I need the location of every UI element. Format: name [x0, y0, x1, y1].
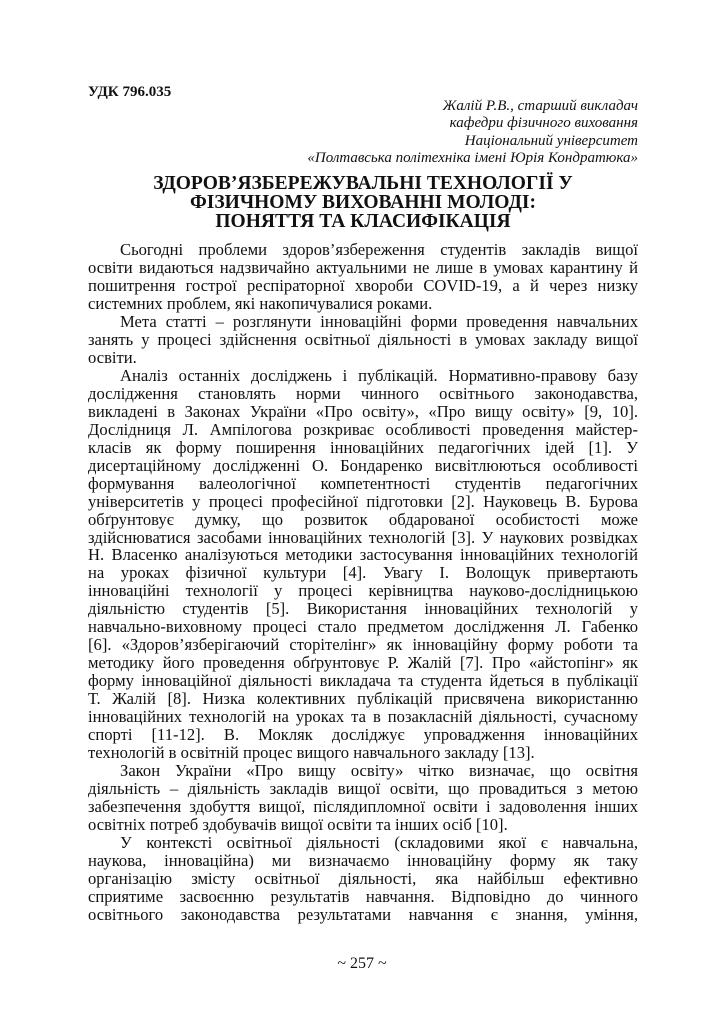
text-line: навчально-виховному процесі стало предметом дослідження Л. Габенко: [88, 617, 638, 637]
text-line: наукова, інноваційна) ми визначаємо інноваційну форму як таку: [88, 850, 638, 870]
text-line: сприятиме засвоєнню результатів навчання. Відповідно до чинного: [88, 886, 638, 906]
text-line: Сьогодні проблеми здоров’язбереження студентів закладів вищої: [120, 240, 638, 259]
text-line: [6]. «Здоров’язберігаючий сторітелінг» як інноваційну форму роботи та: [88, 635, 638, 655]
text-line: освітнього законодавства результатами навчання є знання, уміння,: [88, 904, 638, 924]
text-line: освіти видаються надзвичайно актуальними не лише в умовах карантину й: [88, 257, 638, 277]
paragraph: [88, 367, 638, 762]
text-line: Дослідниця Л. Ампілогова розкриває особливості проведення майстер-: [88, 419, 638, 439]
text-line: діяльність – діяльність закладів вищої освіти, що провадиться з метою: [88, 779, 638, 799]
text-line: Закон України «Про вищу освіту» чітко визначає, що освітня: [120, 761, 638, 781]
author-line: кафедри фізичного виховання: [449, 115, 638, 132]
text-line: забезпечення здобуття вищої, післядипломної освіти і задоволення інших: [88, 797, 638, 817]
text-line: занять у процесі здійснення освітньої діяльності в умовах закладу вищої: [88, 329, 638, 349]
text-line: дисертаційному дослідженні О. Бондаренко висвітлюються особливості: [88, 455, 638, 475]
text-line: системних проблем, які накопичувалися роками.: [88, 293, 433, 313]
author-line: «Полтавська політехніка імені Юрія Кондратюка»: [307, 149, 638, 166]
text-line: форму інноваційної діяльності викладача та студента йдеться в публікації: [88, 671, 638, 691]
text-line: Аналіз останніх досліджень і публікацій. Нормативно-правову базу: [120, 365, 638, 385]
text-line: на уроках фізичної культури [4]. Увагу І. Волощук привертають: [88, 563, 638, 583]
title-line: ПОНЯТТЯ ТА КЛАСИФІКАЦІЯ: [215, 211, 511, 232]
text-line: дослідження становлять норми чинного освітнього законодавства,: [88, 383, 638, 403]
paragraph: [88, 834, 638, 924]
text-line: класів як форму поширення інноваційних педагогічних ідей [1]. У: [88, 437, 638, 457]
article-body: [88, 241, 638, 924]
author-block: [307, 98, 638, 167]
text-line: Н. Власенко аналізуються методики застосування інноваційних технологій: [88, 545, 638, 565]
author-line: Жалій Р.В., старший викладач: [442, 98, 638, 114]
paragraph: [88, 241, 638, 313]
text-line: Мета статті – розглянути інноваційні форми проведення навчальних: [120, 311, 638, 331]
text-line: здійснюватися засобами інноваційних технологій [3]. У наукових розвідках: [88, 527, 638, 547]
text-line: інноваційні технології у процесі керівництва науково-дослідницькою: [88, 581, 638, 601]
author-line: Національний університет: [464, 132, 638, 149]
text-line: організацію змісту освітньої діяльності, яка найбільш ефективно: [88, 868, 638, 888]
title-line: ФІЗИЧНОМУ ВИХОВАННІ МОЛОДІ:: [190, 192, 536, 213]
text-line: технологій в освітній процес вищого навчального закладу [13].: [88, 743, 535, 763]
text-line: Т. Жалій [8]. Низка колективних публікацій присвячена використанню: [88, 689, 638, 709]
page-number: ~ 257 ~: [337, 955, 387, 972]
text-line: формування валеологічної компетентності студентів педагогічних: [88, 473, 638, 493]
text-line: У контексті освітньої діяльності (складовими якої є навчальна,: [120, 832, 638, 852]
paragraph: [88, 313, 638, 367]
paragraph: [88, 762, 638, 834]
text-line: діяльністю студентів [5]. Використання інноваційних технологій у: [88, 599, 638, 619]
text-line: методику його проведення обґрунтовує Р. Жалій [7]. Про «айстопінг» як: [88, 653, 638, 673]
text-line: пошитрення гострої респіраторної хвороби COVID-19, а й через низку: [88, 275, 638, 295]
text-line: спорті [11-12]. В. Мокляк досліджує упровадження інноваційних: [88, 725, 638, 745]
udc-code: УДК 796.035: [88, 84, 172, 100]
text-line: інноваційних технологій на уроках та в позакласній діяльності, сучасному: [88, 707, 638, 727]
text-line: викладені в Законах України «Про освіту», «Про вищу освіту» [9, 10].: [88, 401, 638, 421]
text-line: університетів у процесі професійної підготовки [2]. Науковець В. Бурова: [88, 491, 638, 511]
text-line: освіти.: [88, 347, 137, 367]
text-line: обґрунтовує думку, що розвиток обдарованої особистості може: [88, 509, 638, 529]
text-line: освітніх потреб здобувачів вищої освіти та інших осіб [10].: [88, 815, 508, 834]
title-line: ЗДОРОВ’ЯЗБЕРЕЖУВАЛЬНІ ТЕХНОЛОГІЇ У: [153, 173, 573, 194]
article-title: [88, 174, 638, 231]
